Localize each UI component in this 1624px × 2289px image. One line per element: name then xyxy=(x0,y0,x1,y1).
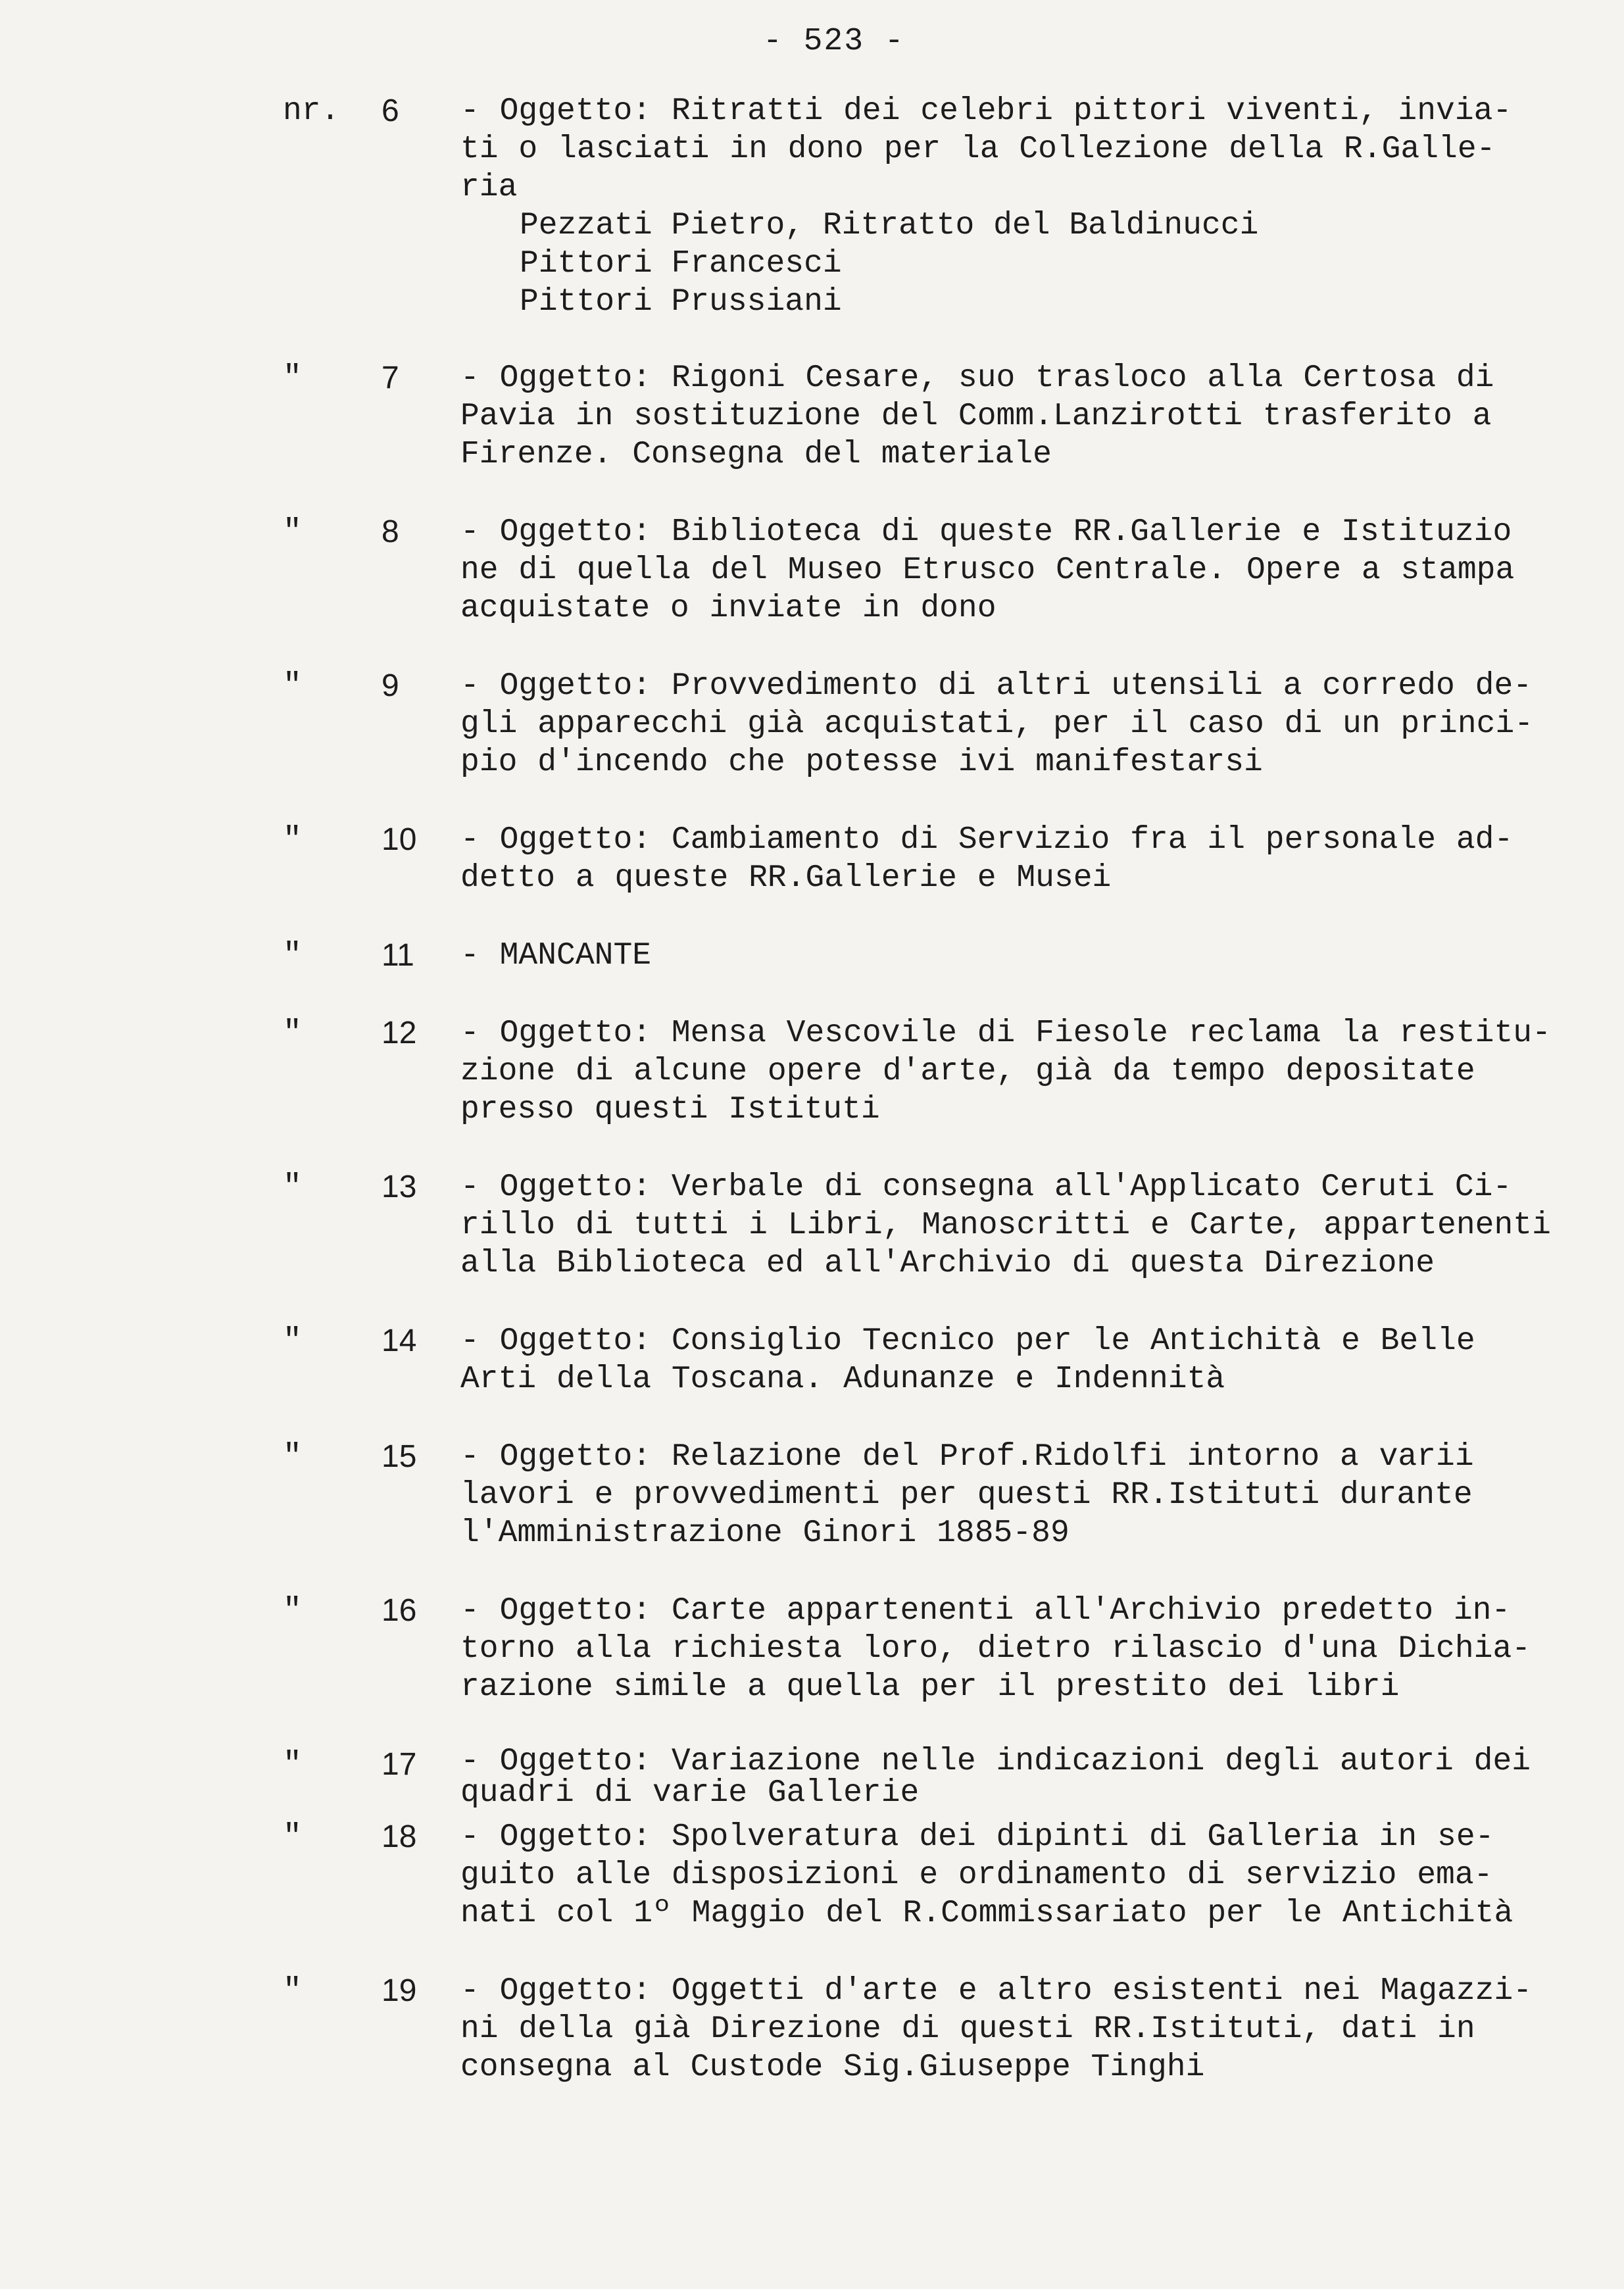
entry-text: - Oggetto: Spolveratura dei dipinti di Galleria in se- guito alle disposizioni e ordinamento di servizio ema- nati col 1º Maggio del R.Commissariato per le Antichità xyxy=(460,1819,1513,1931)
entry-19 xyxy=(283,1972,1592,2086)
entry-10 xyxy=(283,821,1592,897)
entry-text: - Oggetto: Relazione del Prof.Ridolfi intorno a varii lavori e provvedimenti per questi RR.Istituti durante l'Amministrazione Ginori 1885-89 xyxy=(460,1439,1474,1551)
entry-text: - Oggetto: Mensa Vescovile di Fiesole reclama la restitu- zione di alcune opere d'arte, già da tempo depositate presso questi Istituti xyxy=(460,1016,1551,1127)
entry-text: - Oggetto: Provvedimento di altri utensili a corredo de- gli apparecchi già acquistati, per il caso di un princi- pio d'incendo che potesse ivi manifestarsi xyxy=(460,668,1534,780)
subitem: Pezzati Pietro, Ritratto del Baldinucci xyxy=(520,208,1259,243)
entry-text: - Oggetto: Cambiamento di Servizio fra il personale ad- detto a queste RR.Gallerie e Musei xyxy=(460,822,1513,896)
entry-number: 13 xyxy=(381,1169,417,1204)
entry-number: 12 xyxy=(381,1016,417,1050)
entry-list xyxy=(283,92,1592,2126)
entry-prefix: " xyxy=(283,1593,302,1629)
entry-12 xyxy=(283,1014,1592,1129)
entry-number: 9 xyxy=(381,668,399,703)
entry-text: - Oggetto: Verbale di consegna all'Applicato Ceruti Ci- rillo di tutti i Libri, Manoscritti e Carte, appartenenti alla Biblioteca ed all'Archivio di questa Direzione xyxy=(460,1169,1551,1281)
entry-text: - Oggetto: Rigoni Cesare, suo trasloco alla Certosa di Pavia in sostituzione del Comm.Lanzirotti trasferito a Firenze. Consegna del materiale xyxy=(460,360,1494,472)
page-number: - 523 - xyxy=(763,24,905,59)
entry-number: 10 xyxy=(381,822,417,857)
entry-number: 8 xyxy=(381,514,399,549)
subitem: Pittori Francesci xyxy=(520,246,842,282)
entry-subitems xyxy=(520,207,1592,321)
entry-17 xyxy=(283,1746,1592,1809)
entry-prefix: " xyxy=(283,1439,302,1475)
entry-number: 7 xyxy=(381,360,399,395)
entry-14 xyxy=(283,1322,1592,1398)
entry-prefix: " xyxy=(283,938,302,973)
entry-11 xyxy=(283,937,1592,975)
entry-7 xyxy=(283,359,1592,474)
entry-number: 17 xyxy=(381,1747,417,1782)
entry-text: - MANCANTE xyxy=(460,938,652,973)
entry-text: - Oggetto: Biblioteca di queste RR.Gallerie e Istituzio ne di quella del Museo Etrusco Centrale. Opere a stampa acquistate o inviate in dono xyxy=(460,514,1515,626)
entry-number: 16 xyxy=(381,1593,417,1628)
subitem: Pittori Prussiani xyxy=(520,284,842,320)
entry-18 xyxy=(283,1818,1592,1932)
entry-text: - Oggetto: Oggetti d'arte e altro esistenti nei Magazzi- ni della già Direzione di questi RR.Istituti, dati in consegna al Custode Sig.Giuseppe Tinghi xyxy=(460,1973,1533,2085)
entry-number: 11 xyxy=(381,938,414,973)
entry-prefix: " xyxy=(283,1169,302,1205)
entry-number: 14 xyxy=(381,1323,417,1358)
entry-prefix: nr. xyxy=(283,93,340,129)
entry-number: 18 xyxy=(381,1819,417,1854)
entry-prefix: " xyxy=(283,1973,302,2009)
entry-prefix: " xyxy=(283,1819,302,1855)
entry-9 xyxy=(283,667,1592,781)
entry-prefix: " xyxy=(283,1323,302,1359)
entry-prefix: " xyxy=(283,822,302,858)
entry-13 xyxy=(283,1168,1592,1283)
entry-prefix: " xyxy=(283,1016,302,1051)
entry-text: - Oggetto: Consiglio Tecnico per le Antichità e Belle Arti della Toscana. Adunanze e Indennità xyxy=(460,1323,1475,1397)
entry-text: - Oggetto: Variazione nelle indicazioni degli autori dei quadri di varie Gallerie xyxy=(460,1744,1531,1811)
entry-prefix: " xyxy=(283,1747,302,1783)
entry-8 xyxy=(283,513,1592,628)
entry-number: 6 xyxy=(381,93,399,128)
entry-prefix: " xyxy=(283,668,302,704)
entry-prefix: " xyxy=(283,514,302,550)
entry-number: 19 xyxy=(381,1973,417,2008)
entry-6 xyxy=(283,92,1592,321)
entry-number: 15 xyxy=(381,1439,417,1474)
entry-16 xyxy=(283,1592,1592,1706)
entry-prefix: " xyxy=(283,360,302,396)
entry-text: - Oggetto: Ritratti dei celebri pittori viventi, invia- ti o lasciati in dono per la Collezione della R.Galle- ria xyxy=(460,93,1512,205)
entry-text: - Oggetto: Carte appartenenti all'Archivio predetto in- torno alla richiesta loro, dietro rilascio d'una Dichia- razione simile a quella per il prestito dei libri xyxy=(460,1593,1531,1705)
entry-15 xyxy=(283,1438,1592,1552)
